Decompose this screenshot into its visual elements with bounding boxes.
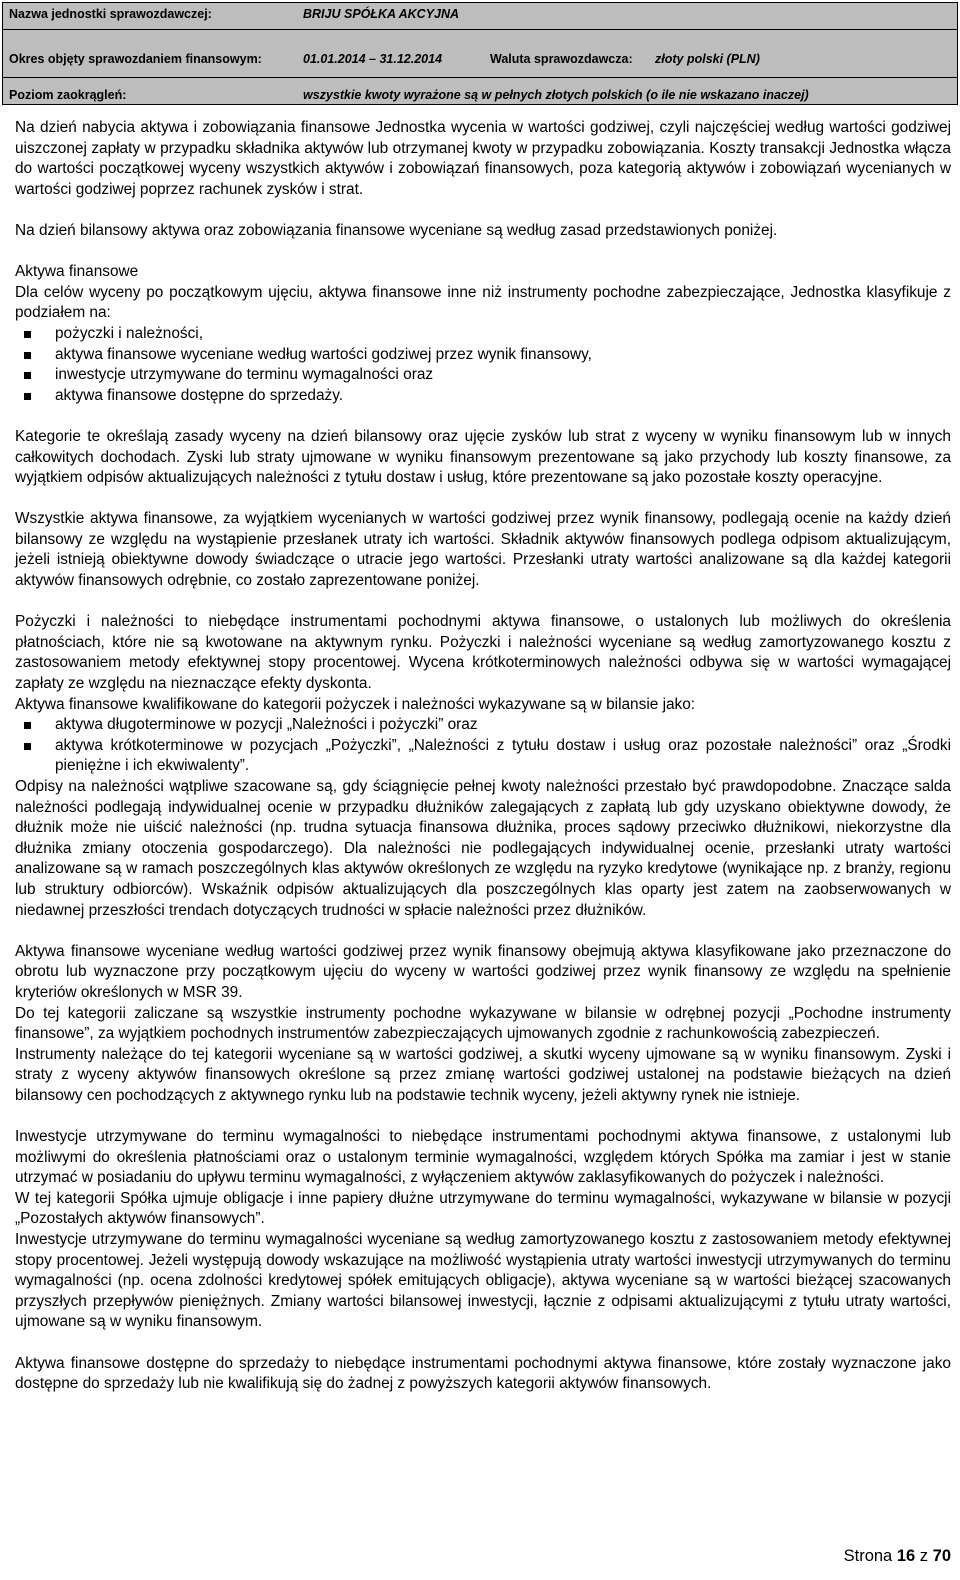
header-row-rounding	[3, 78, 957, 104]
rounding-value: wszystkie kwoty wyrażone są w pełnych złotych polskich (o ile nie wskazano inaczej)	[303, 88, 809, 102]
entity-value: BRIJU SPÓŁKA AKCYJNA	[303, 7, 460, 21]
paragraph: Inwestycje utrzymywane do terminu wymagalności wyceniane są według zamortyzowanego kosztu z zastosowaniem metody efektywnej stopy procentowej. Jeżeli występują dowody wskazujące na możliwość wystąpienia utraty wartości inwestycji utrzymywanych do terminu wymagalności (np. ocena zdolności kredytowej spółek emitujących obligacje), aktywa wyceniane są w wartości bieżącej szacowanych przyszłych przepływów pieniężnych. Zmiany wartości bilansowej inwestycji, łącznie z odpisami aktualizującymi z tytułu utraty wartości, ujmowane są w wyniku finansowym.	[15, 1231, 951, 1331]
list-item: aktywa finansowe dostępne do sprzedaży.	[55, 386, 951, 407]
list-item: aktywa finansowe wyceniane według wartości godziwej przez wynik finansowy,	[55, 345, 951, 366]
balance-sheet-list	[15, 715, 951, 777]
paragraph: Do tej kategorii zaliczane są wszystkie instrumenty pochodne wykazywane w bilansie w odrębnej pozycji „Pochodne instrumenty finansowe”, za wyjątkiem pochodnych instrumentów zabezpieczających ujmowanych zgodnie z rachunkowością zabezpieczeń.	[15, 1004, 951, 1043]
page-of-label: z	[919, 1547, 929, 1565]
page-footer	[844, 1547, 951, 1566]
list-item: aktywa krótkoterminowe w pozycjach „Pożyczki”, „Należności z tytułu dostaw i usług oraz pozostałe należności” oraz „Środki pieniężne i ich ekwiwalenty”.	[55, 736, 951, 777]
paragraph: Aktywa finansowe kwalifikowane do kategorii pożyczek i należności wykazywane są w bilansie jako:	[15, 695, 696, 713]
list-item: inwestycje utrzymywane do terminu wymagalności oraz	[55, 365, 951, 386]
document-body	[15, 118, 951, 1395]
report-header	[2, 2, 958, 105]
paragraph: Na dzień nabycia aktywa i zobowiązania finansowe Jednostka wycenia w wartości godziwej, czyli najczęściej według wartości godziwej uiszczonej zapłaty w przypadku składnika aktywów lub otrzymanej kwoty w przypadku zobowiązania. Koszty transakcji Jednostka włącza do wartości początkowej wyceny wszystkich aktywów i zobowiązań finansowych, poza kategorią aktywów i zobowiązań wycenianych w wartości godziwej poprzez rachunek zysków i strat.	[15, 119, 951, 198]
paragraph: Odpisy na należności wątpliwe szacowane są, gdy ściągnięcie pełnej kwoty należności przestało być prawdopodobne. Znaczące salda należności podlegają indywidualnej ocenie w przypadku dłużników zalegających z zapłatą lub gdy uzyskano obiektywne dowody, że dłużnik może nie uiścić należności (np. trudna sytuacja finansowa dłużnika, proces sądowy przeciwko dłużnikowi, niekorzystne dla dłużnika zmiany otoczenia gospodarczego). Dla należności nie podlegających indywidualnej ocenie, przesłanki utraty wartości analizowane są w ramach poszczególnych klas aktywów określonych ze względu na ryzyko kredytowe (wynikające np. z branży, regionu lub struktury odbiorców). Wskaźnik odpisów aktualizujących dla poszczególnych klas oparty jest zatem na zaobserwowanych w niedawnej przeszłości trendach dotyczących trudności w spłacie należności przez dłużników.	[15, 778, 951, 919]
period-value: 01.01.2014 – 31.12.2014	[303, 52, 443, 66]
paragraph: Kategorie te określają zasady wyceny na dzień bilansowy oraz ujęcie zysków lub strat z wyceny w wyniku finansowym lub w innych całkowitych dochodach. Zyski lub straty ujmowane w wyniku finansowym prezentowane są jako przychody lub koszty finansowe, za wyjątkiem odpisów aktualizujących należności z tytułu dostaw i usług, które prezentowane są jako pozostałe koszty operacyjne.	[15, 427, 951, 487]
period-label: Okres objęty sprawozdaniem finansowym:	[9, 52, 262, 66]
paragraph: Aktywa finansowe wyceniane według wartości godziwej przez wynik finansowy obejmują aktywa klasyfikowane jako przeznaczone do obrotu lub wyznaczone przy początkowym ujęciu do wyceny w wartości godziwej przez wynik finansowy ze względu na spełnienie kryteriów określonych w MSR 39.	[15, 942, 951, 1001]
list-item: aktywa długoterminowe w pozycji „Należności i pożyczki” oraz	[55, 715, 951, 736]
rounding-label: Poziom zaokrągleń:	[9, 88, 127, 102]
header-row-period	[3, 30, 957, 78]
paragraph: Dla celów wyceny po początkowym ujęciu, aktywa finansowe inne niż instrumenty pochodne zabezpieczające, Jednostka klasyfikuje z podziałem na:	[15, 283, 951, 322]
list-item: pożyczki i należności,	[55, 324, 951, 345]
section-heading: Aktywa finansowe	[15, 263, 139, 281]
entity-label: Nazwa jednostki sprawozdawczej:	[9, 7, 212, 21]
total-pages: 70	[932, 1547, 951, 1565]
paragraph: Aktywa finansowe dostępne do sprzedaży to niebędące instrumentami pochodnymi aktywa finansowe, które zostały wyznaczone jako dostępne do sprzedaży lub nie kwalifikują się do żadnej z powyższych kategorii aktywów finansowych.	[15, 1354, 951, 1393]
paragraph: Pożyczki i należności to niebędące instrumentami pochodnymi aktywa finansowe, o ustalonych lub możliwych do określenia płatnościach, które nie są kwotowane na aktywnym rynku. Pożyczki i należności wyceniane są według zamortyzowanego kosztu z zastosowaniem metody efektywnej stopy procentowej. Wycena krótkoterminowych należności odbywa się w wartości wymagającej zapłaty ze względu na nieznaczące efekty dyskonta.	[15, 613, 951, 693]
paragraph: Wszystkie aktywa finansowe, za wyjątkiem wycenianych w wartości godziwej przez wynik finansowy, podlegają ocenie na każdy dzień bilansowy ze względu na wystąpienie przesłanek utraty ich wartości. Składnik aktywów finansowych podlega odpisom aktualizującym, jeżeli istnieją obiektywne dowody świadczące o utracie jego wartości. Przesłanki utraty wartości analizowane są dla każdej kategorii aktywów finansowych odrębnie, co zostało zaprezentowane poniżej.	[15, 510, 951, 590]
page-label: Strona	[843, 1547, 893, 1565]
paragraph: Instrumenty należące do tej kategorii wyceniane są w wartości godziwej, a skutki wyceny ujmowane są w wyniku finansowym. Zyski i straty z wyceny aktywów finansowych określone są przez zmianę wartości godziwej ustalonej na podstawie bieżących na dzień bilansowy cen pochodzących z aktywnego rynku lub na podstawie technik wyceny, jeżeli aktywny rynek nie istnieje.	[15, 1045, 951, 1104]
page-number: 16	[896, 1547, 916, 1565]
paragraph: W tej kategorii Spółka ujmuje obligacje i inne papiery dłużne utrzymywane do terminu wymagalności, wykazywane w bilansie w pozycji „Pozostałych aktywów finansowych”.	[15, 1189, 951, 1228]
classification-list	[15, 324, 951, 406]
currency-label: Waluta sprawozdawcza:	[490, 52, 633, 66]
header-row-entity	[3, 3, 957, 30]
paragraph: Na dzień bilansowy aktywa oraz zobowiązania finansowe wyceniane są według zasad przedstawionych poniżej.	[15, 221, 778, 239]
paragraph: Inwestycje utrzymywane do terminu wymagalności to niebędące instrumentami pochodnymi aktywa finansowe, z ustalonymi lub możliwymi do określenia płatnościami oraz o ustalonym terminie wymagalności, względem których Spółka ma zamiar i jest w stanie utrzymać w posiadaniu do upływu terminu wymagalności, z wyłączeniem aktywów zaklasyfikowanych do pożyczek i należności.	[15, 1128, 951, 1187]
currency-value: złoty polski (PLN)	[655, 52, 760, 66]
